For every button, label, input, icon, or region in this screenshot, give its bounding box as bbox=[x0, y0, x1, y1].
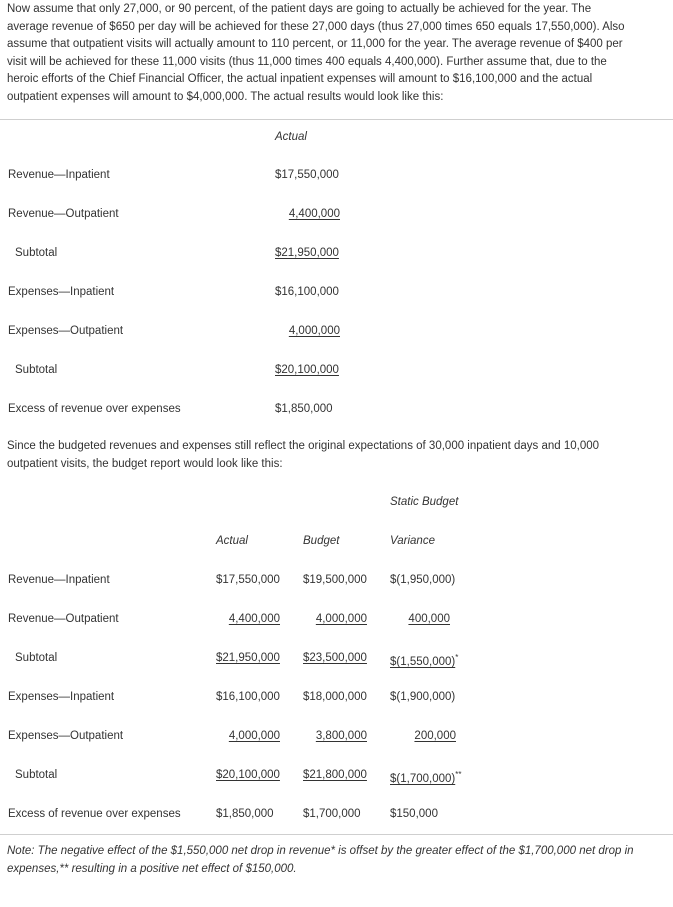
variance-value: $(1,550,000) bbox=[390, 655, 456, 668]
section-divider bbox=[0, 119, 673, 120]
section-divider bbox=[0, 834, 673, 835]
actual-value: 4,000,000 bbox=[228, 730, 280, 742]
actual-value: $21,950,000 bbox=[275, 247, 339, 259]
variance-cell bbox=[390, 768, 461, 786]
actual-value: 4,400,000 bbox=[288, 208, 340, 220]
budget-value: 3,800,000 bbox=[315, 730, 367, 742]
row-label: Expenses—Outpatient bbox=[8, 730, 124, 742]
intro-paragraph: Now assume that only 27,000, or 90 percent, of the patient days are going to actually be achieved for the year. The average revenue of $650 per day will be achieved for these 27,000 days (thus 27,000 times 650 equals 17,550,000). Also assume that outpatient visits will actually amount to 110 percent, or 11,000 for the year. The average revenue of $400 per visit will be achieved for these 11,000 visits (thus 11,000 times 400 equals 4,400,000). Further assume that, due to the heroic efforts of the Chief Financial Officer, the actual inpatient expenses will amount to $16,100,000 and the actual outpatient expenses will amount to $4,000,000. The actual results would look like this: bbox=[7, 3, 625, 103]
middle-paragraph: Since the budgeted revenues and expenses still reflect the original expectations of 30,000 inpatient days and 10,000 outpatient visits, the budget report would look like this: bbox=[7, 440, 600, 470]
group-header-static-budget: Static Budget bbox=[390, 496, 459, 508]
row-label: Revenue—Outpatient bbox=[8, 208, 119, 220]
variance-value: $(1,700,000) bbox=[390, 772, 456, 785]
actual-value: 4,400,000 bbox=[228, 613, 280, 625]
note-paragraph: Note: The negative effect of the $1,550,000 net drop in revenue* is offset by the greater effect of the $1,700,000 net drop in expenses,** resulting in a positive net effect of $150,000. bbox=[7, 845, 634, 875]
budget-value: $18,000,000 bbox=[303, 691, 367, 703]
row-label: Excess of revenue over expenses bbox=[8, 808, 181, 820]
variance-cell bbox=[390, 651, 458, 669]
actual-value: $16,100,000 bbox=[275, 286, 339, 298]
budget-value: 4,000,000 bbox=[315, 613, 367, 625]
row-label: Subtotal bbox=[15, 652, 58, 664]
row-label: Subtotal bbox=[15, 364, 58, 376]
actual-value: $1,850,000 bbox=[216, 808, 274, 820]
actual-value: $17,550,000 bbox=[275, 169, 339, 181]
actual-value: $16,100,000 bbox=[216, 691, 280, 703]
budget-value: $23,500,000 bbox=[303, 652, 367, 664]
actual-value: $20,100,000 bbox=[275, 364, 339, 376]
budget-value: $19,500,000 bbox=[303, 574, 367, 586]
actual-value: $17,550,000 bbox=[216, 574, 280, 586]
row-label: Revenue—Outpatient bbox=[8, 613, 119, 625]
actual-value: $1,850,000 bbox=[275, 403, 333, 415]
column-header-actual: Actual bbox=[275, 131, 307, 143]
row-label: Excess of revenue over expenses bbox=[8, 403, 181, 415]
variance-value: $(1,900,000) bbox=[390, 691, 456, 703]
budget-value: $1,700,000 bbox=[303, 808, 361, 820]
actual-value: $20,100,000 bbox=[216, 769, 280, 781]
actual-value: $21,950,000 bbox=[216, 652, 280, 664]
row-label: Expenses—Inpatient bbox=[8, 691, 115, 703]
variance-value: $150,000 bbox=[390, 808, 438, 820]
variance-value: $(1,950,000) bbox=[390, 574, 456, 586]
budget-value: $21,800,000 bbox=[303, 769, 367, 781]
column-header-actual: Actual bbox=[216, 535, 248, 547]
footnote-marker: ** bbox=[455, 770, 462, 779]
row-label: Revenue—Inpatient bbox=[8, 574, 110, 586]
row-label: Subtotal bbox=[15, 247, 58, 259]
footnote-marker: * bbox=[455, 653, 459, 662]
row-label: Expenses—Inpatient bbox=[8, 286, 115, 298]
column-header-variance: Variance bbox=[390, 535, 435, 547]
variance-value: 200,000 bbox=[414, 730, 456, 742]
actual-value: 4,000,000 bbox=[288, 325, 340, 337]
variance-value: 400,000 bbox=[408, 613, 450, 625]
row-label: Expenses—Outpatient bbox=[8, 325, 124, 337]
column-header-budget: Budget bbox=[303, 535, 340, 547]
row-label: Subtotal bbox=[15, 769, 58, 781]
row-label: Revenue—Inpatient bbox=[8, 169, 110, 181]
